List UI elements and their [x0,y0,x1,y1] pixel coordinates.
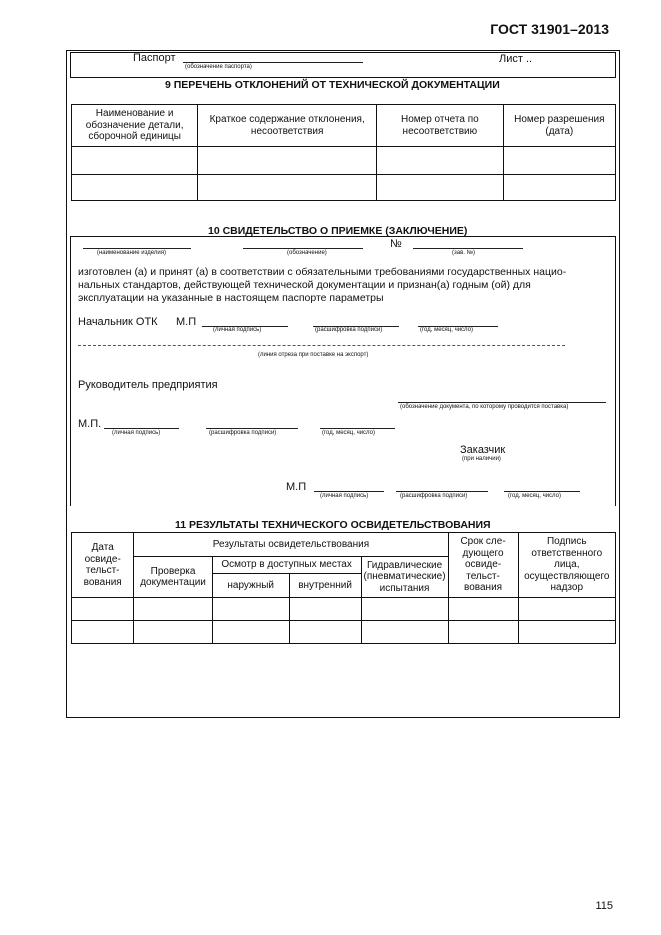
table-cell[interactable] [448,621,518,644]
number-sign: № [390,238,402,250]
table-cell[interactable] [212,621,289,644]
table-cell[interactable] [518,598,615,621]
customer-decoding-caption: (расшифровка подписи) [400,493,468,499]
inspection-col-doc-check: Проверка документации [134,557,212,598]
inspection-col-visual: Осмотр в доступных местах [212,557,361,574]
otk-date-caption: (год, месяц, число) [420,327,473,333]
table-cell[interactable] [377,175,504,201]
table-cell[interactable] [377,147,504,175]
customer-date-caption: (год, месяц, число) [508,493,561,499]
acceptance-text [78,266,613,305]
customer-signature-line[interactable] [314,491,384,492]
customer-signature-caption: (личная подпись) [320,493,369,499]
inspection-col-results: Результаты освидетельствования [134,533,448,557]
inspection-col-date: Дата освиде-тельст-вования [72,533,134,598]
serial-number-line[interactable] [413,248,523,249]
page-number: 115 [595,900,613,912]
table-cell[interactable] [518,621,615,644]
section10-title: 10 СВИДЕТЕЛЬСТВО О ПРИЕМКЕ (ЗАКЛЮЧЕНИЕ) [208,225,468,237]
table-cell[interactable] [198,175,377,201]
deviations-col-permission: Номер разрешения (дата) [503,105,615,147]
table-cell[interactable] [503,147,615,175]
table-cell[interactable] [289,598,361,621]
customer-decoding-line[interactable] [396,491,488,492]
cut-line-caption: (линия отреза при поставке на экспорт) [258,352,369,358]
passport-label: Паспорт [133,52,176,64]
director-signature-line[interactable] [104,428,179,429]
product-name-line[interactable] [83,248,191,249]
passport-caption: (обозначение паспорта) [185,64,252,70]
otk-stamp-label: М.П [176,316,197,328]
serial-number-caption: (зав. №) [452,250,476,256]
designation-caption: (обозначение) [287,250,327,256]
customer-stamp-label: М.П [286,481,307,493]
sheet-label: Лист .. [499,53,533,65]
page-frame-top [66,50,620,51]
otk-chief-label: Начальник ОТК [78,316,158,328]
inspection-col-inner: внутренний [289,574,361,598]
table-cell[interactable] [361,598,448,621]
table-cell[interactable] [134,621,212,644]
section9-title: 9 ПЕРЕЧЕНЬ ОТКЛОНЕНИЙ ОТ ТЕХНИЧЕСКОЙ ДОКУМЕНТАЦИИ [165,79,500,91]
acceptance-text-line-3: эксплуатации на указанные в настоящем паспорте параметры [78,292,384,304]
table-cell[interactable] [448,598,518,621]
table-cell[interactable] [198,147,377,175]
deviations-table [71,104,616,201]
table-cell[interactable] [134,598,212,621]
document-code: ГОСТ 31901–2013 [490,21,609,37]
director-decoding-line[interactable] [206,428,298,429]
table-cell[interactable] [289,621,361,644]
deviations-col-part: Наименование и обозначение детали, сборочной единицы [72,105,198,147]
table-cell[interactable] [503,175,615,201]
table-cell[interactable] [72,175,198,201]
product-name-caption: (наименование изделия) [97,250,166,256]
table-cell[interactable] [72,598,134,621]
customer-label: Заказчик [460,444,506,456]
acceptance-text-line-1: изготовлен (а) и принят (а) в соответствии с обязательными требованиями государственных нацио- [78,266,567,278]
director-stamp-label: М.П. [78,418,102,430]
table-cell[interactable] [361,621,448,644]
section11-title: 11 РЕЗУЛЬТАТЫ ТЕХНИЧЕСКОГО ОСВИДЕТЕЛЬСТВОВАНИЯ [175,519,491,531]
designation-line[interactable] [243,248,363,249]
deviations-col-content: Краткое содержание отклонения, несоответствия [198,105,377,147]
inspection-col-hydraulic: Гидравлические (пневматические) испытания [361,557,448,598]
director-label: Руководитель предприятия [78,379,218,391]
table-cell[interactable] [72,147,198,175]
supply-doc-line[interactable] [398,402,606,403]
supply-doc-caption: (обозначение документа, по которому проводится поставка) [400,404,569,410]
otk-signature-caption: (личная подпись) [213,327,262,333]
inspection-table [71,532,616,644]
acceptance-text-line-2: нальных стандартов, действующей технической документации и признан(а) годным (ой) для [78,279,531,291]
customer-date-line[interactable] [504,491,580,492]
director-date-caption: (год, месяц, число) [322,430,375,436]
table-cell[interactable] [72,621,134,644]
table-cell[interactable] [212,598,289,621]
inspection-col-outer: наружный [212,574,289,598]
passport-field-line[interactable] [183,62,363,63]
customer-caption: (при наличии) [462,456,501,462]
director-signature-caption: (личная подпись) [112,430,161,436]
deviations-col-report: Номер отчета по несоответствию [377,105,504,147]
cut-line [78,345,565,346]
director-decoding-caption: (расшифровка подписи) [209,430,277,436]
director-date-line[interactable] [320,428,395,429]
inspection-col-next: Срок сле-дующего освиде-тельст-вования [448,533,518,598]
inspection-col-signature: Подпись ответственного лица, осуществляющего надзор [518,533,615,598]
otk-decoding-caption: (расшифровка подписи) [315,327,383,333]
